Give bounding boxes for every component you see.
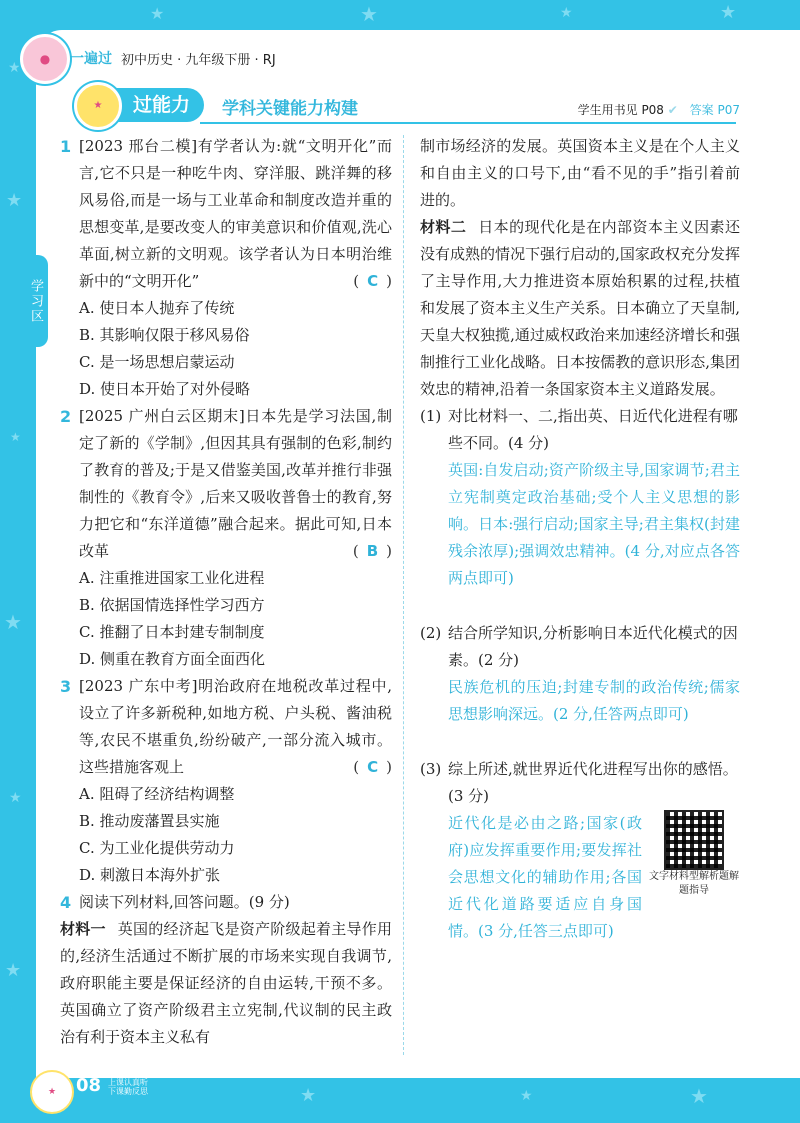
question-1 [60, 133, 392, 295]
question-stem-text: [2023 广东中考]明治政府在地税改革过程中,设立了许多新税种,如地方税、户头税、酱油税等,农民不堪重负,纷纷破产,一部分流入城市。这些措施客观上 [79, 677, 392, 776]
answer-slot: ( C ) [353, 758, 392, 776]
qr-caption: 文字材料型解析题解题指导 [649, 871, 739, 896]
page-number: 08 [76, 1075, 102, 1096]
top-strip [0, 0, 800, 30]
answer-slot: ( B ) [352, 542, 392, 560]
question-number: 3 [60, 677, 72, 696]
footer-note [108, 1078, 148, 1096]
subquestion-answer: 民族危机的压迫;封建专制的政治传统;儒家思想影响深远。(2 分,任答两点即可) [448, 678, 740, 723]
question-stem [79, 133, 392, 295]
option: C. 是一场思想启蒙运动 [79, 353, 235, 371]
option: A. 阻碍了经济结构调整 [79, 785, 235, 803]
subquestion-1 [420, 403, 740, 592]
question-number: 4 [60, 893, 72, 912]
answer-letter: C [367, 272, 379, 290]
subquestion-text: 对比材料一、二,指出英、日近代化进程有哪些不同。(4 分) [448, 407, 738, 452]
star-icon: ★ [360, 2, 378, 26]
subquestion-2 [420, 620, 740, 728]
star-icon: ★ [720, 2, 737, 23]
option: B. 依据国情选择性学习西方 [79, 596, 265, 614]
star-icon: ★ [8, 60, 21, 76]
ref-answer: 答案 P07 [689, 103, 740, 117]
option: D. 侧重在教育方面全面西化 [79, 650, 266, 668]
left-column [60, 133, 392, 1051]
question-stem [79, 403, 392, 565]
material-text: 日本的现代化是在内部资本主义因素还没有成熟的情况下强行启动的,国家政权充分发挥了主导作用,大力推进资本原始积累的过程,扶植和发展了资本主义生产关系。日本确立了天皇制,天皇大权独揽,通过威权政治来加速经济增长和强制推行工业化战略。日本按儒教的意识形态,集团效忠的精神,沿着一条国家资本主义道路发展。 [420, 218, 740, 398]
option: B. 推动废藩置县实施 [79, 812, 220, 830]
option: C. 为工业化提供劳动力 [79, 839, 235, 857]
spacer [420, 592, 740, 606]
star-icon: ★ [5, 960, 22, 981]
spacer [420, 728, 740, 742]
answer-letter: C [367, 758, 379, 776]
subquestion-answer: 英国:自发启动;资产阶级主导,国家调节;君主立宪制奠定政治基础;受个人主义思想的影响。日本:强行启动;国家主导;君主集权(封建残余浓厚);强调效忠精神。(4 分,对应点各答两点即可) [448, 461, 740, 587]
question-number: 1 [60, 137, 72, 156]
material-label: 材料一 [60, 920, 106, 938]
option: A. 使日本人抛弃了传统 [79, 299, 235, 317]
subquestion-prompt [420, 403, 740, 457]
subquestion-text: 综上所述,就世界近代化进程写出你的感悟。(3 分) [448, 760, 738, 805]
footer-mascot-icon: ★ [30, 1070, 74, 1114]
star-icon: ★ [560, 5, 573, 21]
question-4 [60, 889, 392, 916]
question-3 [60, 673, 392, 781]
star-icon: ★ [6, 190, 23, 211]
material-text: 英国的经济起飞是资产阶级起着主导作用的,经济生活通过不断扩展的市场来实现自我调节,政府职能主要是保证经济的自由运转,干预不多。英国确立了资产阶级君主立宪制,代议制的民主政治有利于资本主义私有 [60, 920, 392, 1046]
star-icon: ★ [9, 790, 22, 806]
reference-info [578, 101, 740, 118]
star-icon: ★ [10, 430, 21, 444]
series-title: 初中历史 · 九年级下册 · RJ [121, 53, 276, 68]
star-icon: ★ [520, 1088, 533, 1104]
question-number: 2 [60, 407, 72, 426]
option: D. 使日本开始了对外侵略 [79, 380, 251, 398]
material-2 [420, 214, 740, 403]
badge-icon: ★ [74, 82, 122, 130]
checkmark-icon: ✔ [667, 103, 678, 117]
ref-book: 学生用书见 P08 [577, 103, 664, 117]
subquestion-label: (2) [420, 624, 442, 642]
material-1 [60, 916, 392, 1051]
footer-note-line: 上课认真听 [108, 1078, 148, 1087]
brand-name: 一遍过 [70, 51, 112, 67]
subquestion-label: (1) [420, 407, 442, 425]
question-2 [60, 403, 392, 565]
material-label: 材料二 [420, 218, 467, 236]
option: A. 注重推进国家工业化进程 [79, 569, 265, 587]
qr-code-icon[interactable] [664, 810, 724, 870]
section-banner: 过能力 [84, 88, 204, 122]
star-icon: ★ [150, 4, 165, 23]
spacer [420, 742, 740, 756]
brand-logo-icon: ● [20, 34, 70, 84]
sidebar [0, 30, 36, 1078]
header-rule [200, 122, 736, 124]
qr-block[interactable] [648, 810, 740, 898]
question-stem [79, 673, 392, 781]
material-1-continued: 制市场经济的发展。英国资本主义是在个人主义和自由主义的口号下,由“看不见的手”指引着前进的。 [420, 137, 740, 209]
spacer [420, 606, 740, 620]
star-icon: ★ [690, 1084, 708, 1108]
subquestion-label: (3) [420, 760, 442, 778]
star-icon: ★ [300, 1085, 317, 1106]
subquestion-prompt [420, 756, 740, 810]
question-stem: 阅读下列材料,回答问题。(9 分) [79, 893, 290, 911]
column-divider [403, 135, 404, 1055]
subquestion-answer: 近代化是必由之路;国家(政府)应发挥重要作用;要发挥社会思想文化的辅助作用;各国近代化道路要适应自身国情。(3 分,任答三点即可) [448, 814, 642, 940]
footer-note-line: 下课勤反思 [108, 1087, 148, 1096]
option: B. 其影响仅限于移风易俗 [79, 326, 250, 344]
subquestion-text: 结合所学知识,分析影响日本近代化模式的因素。(2 分) [448, 624, 738, 669]
right-column [420, 133, 740, 945]
sidebar-tab: 学习区 [22, 255, 48, 347]
star-icon: ★ [4, 610, 22, 634]
option: D. 刺激日本海外扩张 [79, 866, 221, 884]
answer-letter: B [366, 542, 379, 560]
option: C. 推翻了日本封建专制制度 [79, 623, 265, 641]
subquestion-prompt [420, 620, 740, 674]
answer-slot: ( C ) [353, 272, 392, 290]
subquestion-3 [420, 756, 740, 945]
question-stem-text: [2025 广州白云区期末]日本先是学习法国,制定了新的《学制》,但因其具有强制的色彩,制约了教育的普及;于是又借鉴美国,改革并推行非强制性的《教育令》,后来又吸收普鲁士的教育,努力把它和“东洋道德”融合起来。据此可知,日本改革 [79, 407, 392, 560]
question-stem-text: [2023 邢台二模]有学者认为:就“文明开化”而言,它不只是一种吃牛肉、穿洋服、跳洋舞的移风易俗,而是一场与工业革命和制度改造并重的思想变革,是要改变人的审美意识和价值观,洗心革面,树立新的文明观。该学者认为日本明治维新中的“文明开化” [79, 137, 392, 290]
section-subtitle: 学科关键能力构建 [222, 99, 358, 119]
